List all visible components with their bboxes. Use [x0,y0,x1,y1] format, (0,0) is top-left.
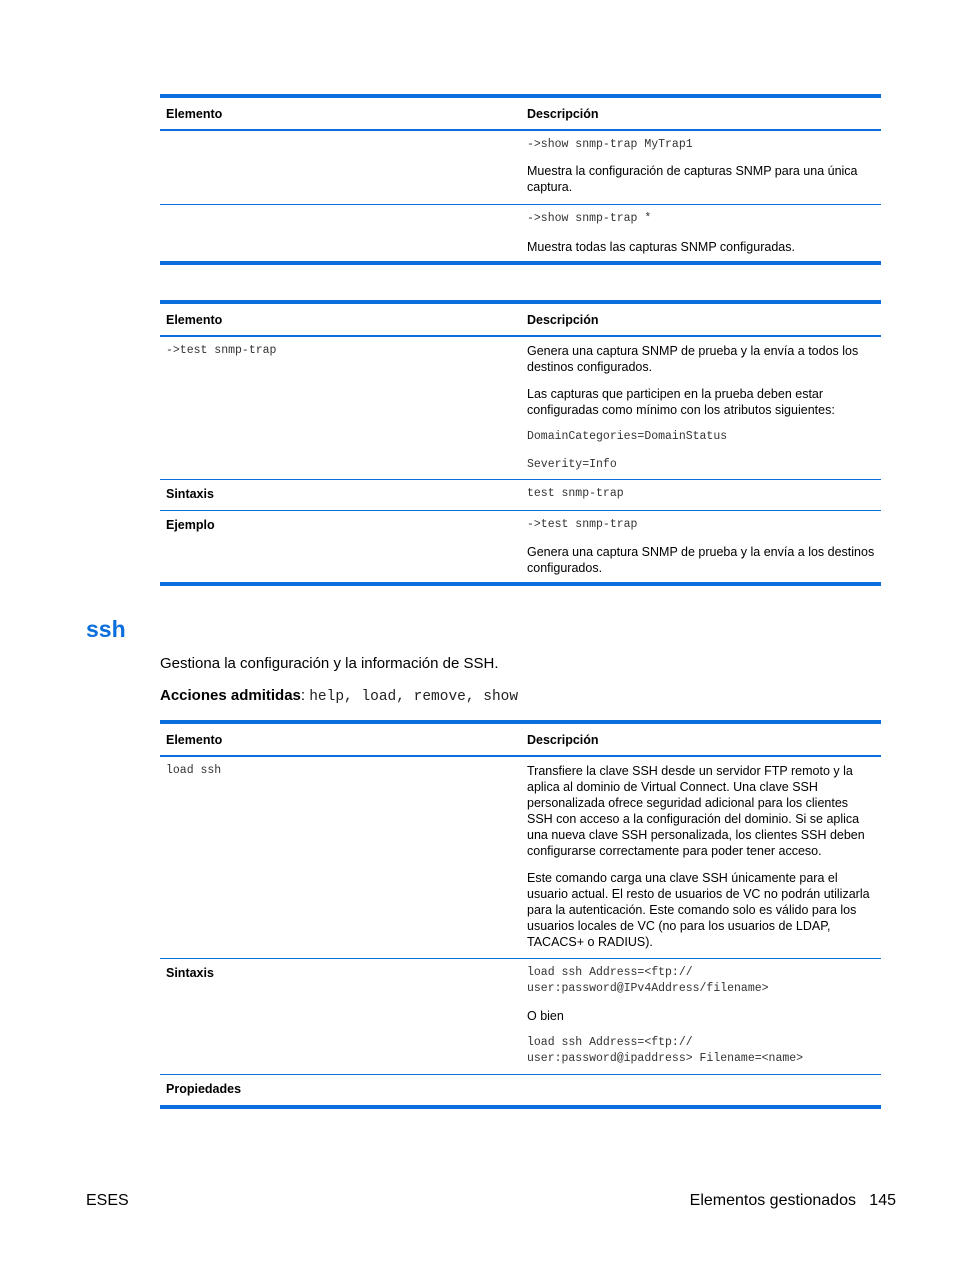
header-description: Descripción [527,733,599,747]
row-description [521,205,881,261]
table-row [160,511,881,582]
code-example: ->show snmp-trap * [527,212,652,225]
syntax-code: load ssh Address=<ftp:// user:password@ipaddress> Filename=<name> [527,1036,804,1065]
description-text: Las capturas que participen en la prueba deben estar configuradas como mínimo con los atributos siguientes: [527,387,835,417]
table-header [160,304,881,337]
supported-actions [160,686,518,707]
row-description [521,131,881,204]
example-code: ->test snmp-trap [527,518,638,531]
command-name: load ssh [166,764,222,777]
table-row [160,131,881,205]
syntax-code: test snmp-trap [527,487,624,500]
attribute-code: DomainCategories=DomainStatus [527,430,728,443]
header-description: Descripción [527,313,599,327]
row-element [160,131,521,204]
table-show-snmp-trap [160,94,881,265]
header-element: Elemento [166,313,223,327]
example-label: Ejemplo [166,518,215,532]
table-header [160,724,881,757]
row-element [160,205,521,261]
description-text: Este comando carga una clave SSH únicamente para el usuario actual. El resto de usuarios de VC no podrán utilizarla para la autenticación. Este comando solo es válido para los usuarios locales de VC (no para los usuarios de LDAP, TACACS+ o RADIUS). [527,871,870,949]
header-element: Elemento [166,107,223,121]
footer-page-info: Elementos gestionados 145 [689,1192,896,1209]
section-intro: Gestiona la configuración y la información de SSH. [160,655,499,672]
code-example: ->show snmp-trap MyTrap1 [527,138,693,151]
description-text: Genera una captura SNMP de prueba y la envía a todos los destinos configurados. [527,344,859,374]
or-text: O bien [527,1009,564,1023]
table-row [160,480,881,511]
attribute-code: Severity=Info [527,458,617,471]
actions-separator: : [300,687,310,704]
table-row [160,205,881,261]
table-row [160,1075,881,1105]
table-row [160,959,881,1075]
table-row [160,337,881,480]
table-header [160,98,881,131]
header-description: Descripción [527,107,599,121]
description-text: Muestra todas las capturas SNMP configuradas. [527,240,795,254]
header-element: Elemento [166,733,223,747]
syntax-code: load ssh Address=<ftp:// user:password@IPv4Address/filename> [527,966,769,995]
actions-values: help, load, remove, show [309,689,519,705]
description-text: Muestra la configuración de capturas SNMP para una única captura. [527,164,858,194]
properties-label: Propiedades [166,1082,242,1096]
actions-label: Acciones admitidas [160,687,301,704]
description-text: Transfiere la clave SSH desde un servidor FTP remoto y la aplica al dominio de Virtual Connect. Una clave SSH personalizada ofrece seguridad adicional para los clientes SSH con acceso a la configuración del dominio. Si se aplica una nueva clave SSH personalizada, los clientes SSH deben configurarse correctamente para poder tener acceso. [527,764,865,858]
syntax-label: Sintaxis [166,966,214,980]
table-test-snmp-trap [160,300,881,586]
section-title: ssh [86,616,126,642]
command-name: ->test snmp-trap [166,344,277,357]
description-text: Genera una captura SNMP de prueba y la envía a los destinos configurados. [527,545,875,575]
table-row [160,757,881,959]
syntax-label: Sintaxis [166,487,214,501]
table-ssh [160,720,881,1109]
footer-locale: ESES [86,1192,129,1209]
